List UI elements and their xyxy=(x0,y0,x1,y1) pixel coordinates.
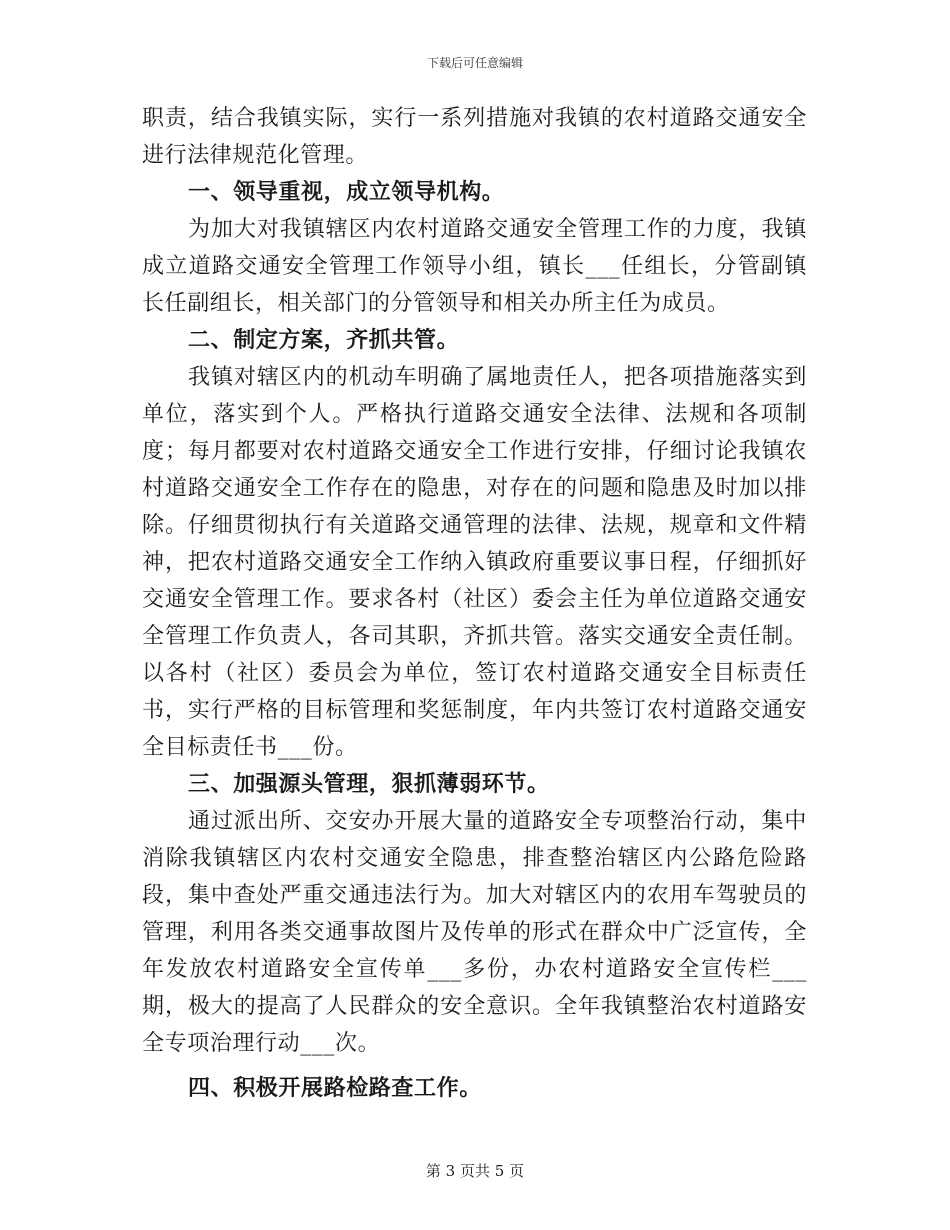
section-1-body: 为加大对我镇辖区内农村道路交通安全管理工作的力度，我镇成立道路交通安全管理工作领导小组，镇长___任组长，分管副镇长任副组长，相关部门的分管领导和相关办所主任为成员。 xyxy=(142,217,807,316)
section-2-heading: 二、制定方案，齐抓共管。 xyxy=(188,327,460,353)
document-body xyxy=(142,100,807,1107)
section-2-body: 我镇对辖区内的机动车明确了属地责任人，把各项措施落实到单位，落实到个人。严格执行道路交通安全法律、法规和各项制度；每月都要对农村道路交通安全工作进行安排，仔细讨论我镇农村道路交通安全工作存在的隐患，对存在的问题和隐患及时加以排除。仔细贯彻执行有关道路交通管理的法律、法规，规章和文件精神，把农村道路交通安全工作纳入镇政府重要议事日程，仔细抓好交通安全管理工作。要求各村（社区）委会主任为单位道路交通安全管理工作负责人，各司其职，齐抓共管。落实交通安全责任制。以各村（社区）委员会为单位，签订农村道路交通安全目标责任书，实行严格的目标管理和奖惩制度，年内共签订农村道路交通安全目标责任书___份。 xyxy=(142,365,807,760)
page-header: 下载后可任意编辑 xyxy=(426,56,523,70)
section-4-heading: 四、积极开展路检路查工作。 xyxy=(188,1075,482,1101)
section-3-heading: 三、加强源头管理，狠抓薄弱环节。 xyxy=(188,771,550,797)
page-footer: 第 3 页共 5 页 xyxy=(425,1162,525,1180)
section-3-body: 通过派出所、交安办开展大量的道路安全专项整治行动，集中消除我镇辖区内农村交通安全隐患，排查整治辖区内公路危险路段，集中查处严重交通违法行为。加大对辖区内的农用车驾驶员的管理，利用各类交通事故图片及传单的形式在群众中广泛宣传，全年发放农村道路安全宣传单___多份，办农村道路安全宣传栏___期，极大的提高了人民群众的安全意识。全年我镇整治农村道路安全专项治理行动___次。 xyxy=(142,809,807,1056)
intro-paragraph: 职责，结合我镇实际，实行一系列措施对我镇的农村道路交通安全进行法律规范化管理。 xyxy=(142,106,807,168)
section-1-heading: 一、领导重视，成立领导机构。 xyxy=(188,179,505,205)
